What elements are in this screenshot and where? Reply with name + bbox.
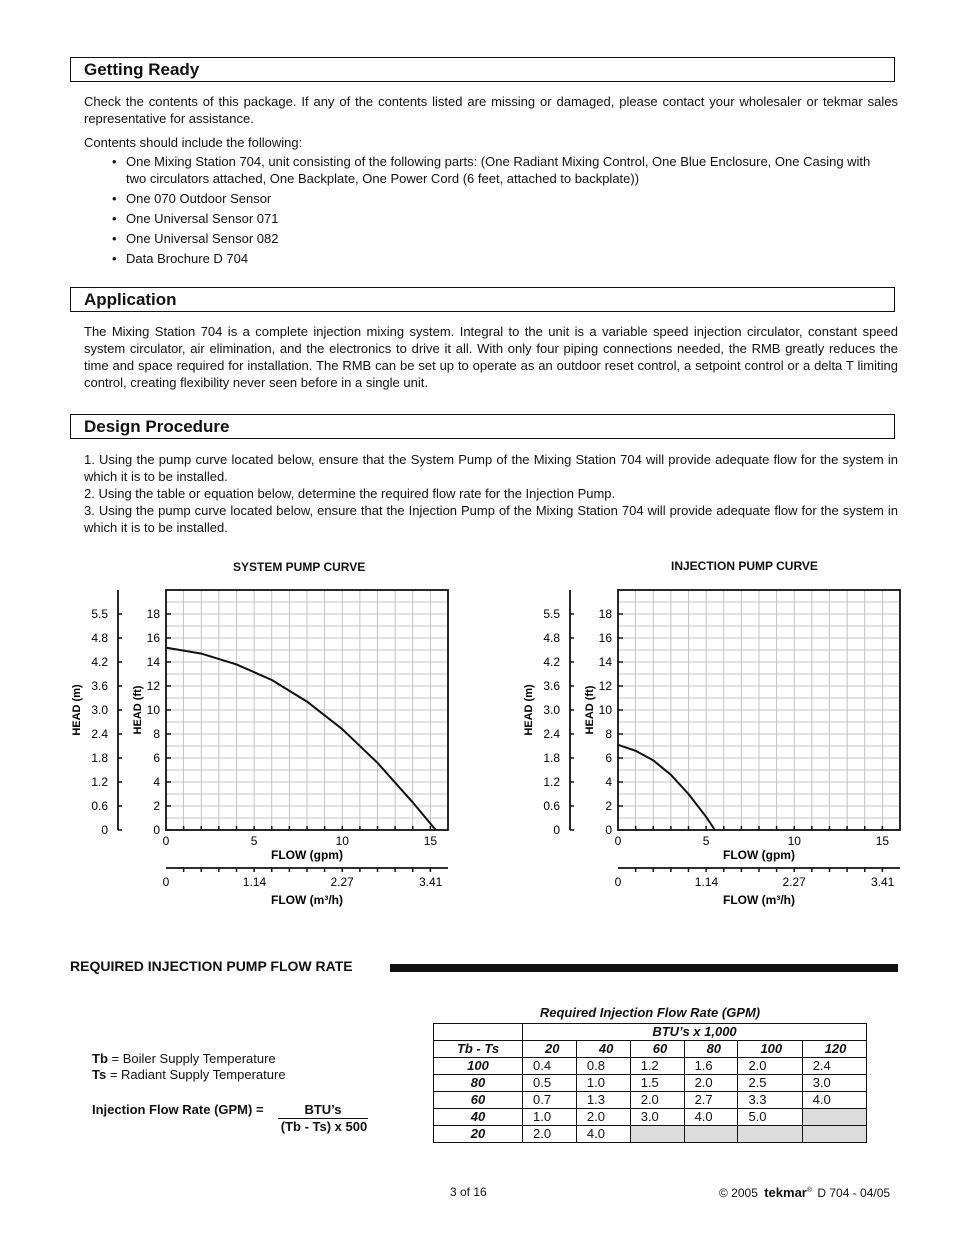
table-cell: 5.0 xyxy=(738,1109,802,1126)
x-axis-title: FLOW (gpm) xyxy=(723,848,795,862)
table-cell: 2.0 xyxy=(684,1075,738,1092)
x-tick-label: 5 xyxy=(250,834,258,848)
table-cell: 2.7 xyxy=(684,1092,738,1109)
metric-x-tick-label: 2.27 xyxy=(782,875,806,889)
section-header-application xyxy=(70,287,895,312)
y-tick-label: 4 xyxy=(153,775,160,789)
metric-y-tick-label: 1.8 xyxy=(91,751,108,765)
y-tick-label: 14 xyxy=(146,655,160,669)
column-header: 80 xyxy=(684,1041,738,1058)
injection-pump-curve-chart xyxy=(512,580,912,915)
metric-y-tick-label: 2.4 xyxy=(91,727,108,741)
chart-title-injection: INJECTION PUMP CURVE xyxy=(671,559,818,573)
section-title: Design Procedure xyxy=(84,417,230,436)
table-cell: 1.0 xyxy=(523,1109,577,1126)
table-corner xyxy=(434,1024,523,1041)
metric-x-tick-label: 1.14 xyxy=(242,875,267,889)
x-tick-label: 5 xyxy=(702,834,710,848)
contents-list xyxy=(112,153,872,270)
list-item: • One 070 Outdoor Sensor xyxy=(112,190,872,207)
pump-curve-line xyxy=(618,745,715,830)
row-header: Tb - Ts xyxy=(434,1041,523,1058)
table-cell: 1.0 xyxy=(576,1075,630,1092)
x-tick-label: 0 xyxy=(162,834,170,848)
table-cell: 2.0 xyxy=(576,1109,630,1126)
equation-numerator: BTU’s xyxy=(278,1102,368,1119)
table-cell: 3.0 xyxy=(630,1109,684,1126)
table-cell: 2.4 xyxy=(802,1058,866,1075)
metric-x-tick-label: 0 xyxy=(162,875,170,889)
metric-y-tick-label: 3.0 xyxy=(543,703,560,717)
x-axis-title: FLOW (gpm) xyxy=(271,848,343,862)
page-number: 3 of 16 xyxy=(450,1185,487,1199)
y-tick-label: 0 xyxy=(153,823,160,837)
table-cell: 1.2 xyxy=(630,1058,684,1075)
chart-title-system: SYSTEM PUMP CURVE xyxy=(233,560,366,574)
table-cell: 1.5 xyxy=(630,1075,684,1092)
y-tick-label: 18 xyxy=(146,607,160,621)
table-cell xyxy=(738,1126,802,1143)
y-tick-label: 14 xyxy=(598,655,612,669)
metric-y-tick-label: 1.2 xyxy=(543,775,560,789)
table-cell xyxy=(630,1126,684,1143)
metric-x-tick-label: 3.41 xyxy=(418,875,443,889)
y-tick-label: 2 xyxy=(605,799,612,813)
table-cell: 3.3 xyxy=(738,1092,802,1109)
table-row xyxy=(434,1075,867,1092)
metric-y-tick-label: 0 xyxy=(553,823,560,837)
row-label: 20 xyxy=(434,1126,523,1143)
y-tick-label: 10 xyxy=(146,703,160,717)
y-tick-label: 18 xyxy=(598,607,612,621)
y-tick-label: 8 xyxy=(153,727,160,741)
list-item: • One Universal Sensor 071 xyxy=(112,210,872,227)
table-cell: 2.0 xyxy=(630,1092,684,1109)
design-step-1: 1. Using the pump curve located below, ensure that the System Pump of the Mixing Station 704 will provide adequate flow for the system in which it is to be installed. xyxy=(84,452,898,484)
table-cell: 4.0 xyxy=(802,1092,866,1109)
column-header: 40 xyxy=(576,1041,630,1058)
metric-y-tick-label: 2.4 xyxy=(543,727,560,741)
metric-y-tick-label: 1.2 xyxy=(91,775,108,789)
y-tick-label: 16 xyxy=(146,631,160,645)
metric-y-tick-label: 0.6 xyxy=(91,799,108,813)
application-paragraph: The Mixing Station 704 is a complete injection mixing system. Integral to the unit is a variable speed injection circulator, constant speed system circulator, air elimination, and the electronics to drive it all. With only four piping connections needed, the RMB greatly reduces the time and space required for installation. The RMB can be set up to operate as an outdoor reset control, a setpoint control or a delta T limiting control, creating flexibility never seen before in a single unit. xyxy=(84,324,898,390)
x-tick-label: 10 xyxy=(787,834,801,848)
equation-denominator: (Tb - Ts) x 500 xyxy=(280,1119,368,1134)
column-header: 100 xyxy=(738,1041,802,1058)
metric-x-tick-label: 0 xyxy=(614,875,622,889)
contents-lead: Contents should include the following: xyxy=(84,135,303,150)
x-tick-label: 15 xyxy=(875,834,890,848)
design-step-3: 3. Using the pump curve located below, ensure that the Injection Pump of the Mixing Station 704 will provide adequate flow for the system in which it is to be installed. xyxy=(84,503,898,535)
x-tick-label: 15 xyxy=(423,834,438,848)
table-cell xyxy=(802,1126,866,1143)
metric-y-tick-label: 1.8 xyxy=(543,751,560,765)
metric-x-tick-label: 3.41 xyxy=(870,875,895,889)
x-tick-label: 10 xyxy=(335,834,349,848)
section-title: Application xyxy=(84,290,177,309)
table-cell: 0.4 xyxy=(523,1058,577,1075)
metric-x-tick-label: 1.14 xyxy=(694,875,719,889)
row-label: 60 xyxy=(434,1092,523,1109)
y-axis-title: HEAD (ft) xyxy=(132,685,144,735)
section-header-design-procedure xyxy=(70,414,895,439)
column-header: 120 xyxy=(802,1041,866,1058)
equation-label: Injection Flow Rate (GPM) = xyxy=(92,1102,264,1117)
metric-y-tick-label: 5.5 xyxy=(91,607,108,621)
metric-y-tick-label: 5.5 xyxy=(543,607,560,621)
metric-y-tick-label: 4.8 xyxy=(543,631,560,645)
y-tick-label: 8 xyxy=(605,727,612,741)
y-tick-label: 2 xyxy=(153,799,160,813)
y-tick-label: 16 xyxy=(598,631,612,645)
section-header-getting-ready xyxy=(70,57,895,82)
column-header: 20 xyxy=(523,1041,577,1058)
table-title: Required Injection Flow Rate (GPM) xyxy=(539,1005,761,1020)
table-cell: 2.0 xyxy=(738,1058,802,1075)
table-cell: 4.0 xyxy=(684,1109,738,1126)
table-cell: 0.8 xyxy=(576,1058,630,1075)
table-cell xyxy=(684,1126,738,1143)
metric-y-tick-label: 4.2 xyxy=(543,655,560,669)
design-step-2: 2. Using the table or equation below, determine the required flow rate for the Injection Pump. xyxy=(84,486,616,501)
y-tick-label: 0 xyxy=(605,823,612,837)
table-row xyxy=(434,1126,867,1143)
row-label: 40 xyxy=(434,1109,523,1126)
table-row xyxy=(434,1092,867,1109)
system-pump-curve-chart xyxy=(60,580,460,915)
table-cell: 1.3 xyxy=(576,1092,630,1109)
y-tick-label: 12 xyxy=(146,679,160,693)
metric-y-tick-label: 3.6 xyxy=(91,679,108,693)
metric-y-axis-title: HEAD (m) xyxy=(71,684,83,736)
metric-y-tick-label: 0.6 xyxy=(543,799,560,813)
metric-y-tick-label: 4.2 xyxy=(91,655,108,669)
y-tick-label: 6 xyxy=(153,751,160,765)
y-tick-label: 12 xyxy=(598,679,612,693)
tb-definition: Tb = Boiler Supply Temperature xyxy=(92,1051,276,1066)
flow-rate-table xyxy=(433,1023,867,1143)
table-cell: 0.5 xyxy=(523,1075,577,1092)
table-cell: 4.0 xyxy=(576,1126,630,1143)
x-tick-label: 0 xyxy=(614,834,622,848)
ts-definition: Ts = Radiant Supply Temperature xyxy=(92,1067,286,1082)
table-row xyxy=(434,1058,867,1075)
table-row xyxy=(434,1109,867,1126)
tekmar-logo: tekmar xyxy=(764,1185,807,1200)
table-cell: 0.7 xyxy=(523,1092,577,1109)
y-axis-title: HEAD (ft) xyxy=(584,685,596,735)
heading-rule xyxy=(390,964,898,972)
y-tick-label: 10 xyxy=(598,703,612,717)
section-title: Getting Ready xyxy=(84,60,200,79)
table-cell: 2.5 xyxy=(738,1075,802,1092)
btu-header: BTU’s x 1,000 xyxy=(523,1024,867,1041)
table-cell: 1.6 xyxy=(684,1058,738,1075)
list-item: • One Universal Sensor 082 xyxy=(112,230,872,247)
metric-x-tick-label: 2.27 xyxy=(330,875,354,889)
y-tick-label: 4 xyxy=(605,775,612,789)
metric-y-tick-label: 3.0 xyxy=(91,703,108,717)
metric-y-axis-title: HEAD (m) xyxy=(523,684,535,736)
row-label: 100 xyxy=(434,1058,523,1075)
metric-x-axis-title: FLOW (m³/h) xyxy=(723,893,795,907)
metric-y-tick-label: 4.8 xyxy=(91,631,108,645)
list-item: • Data Brochure D 704 xyxy=(112,250,872,267)
intro-paragraph: Check the contents of this package. If any of the contents listed are missing or damaged, please contact your wholesaler or tekmar sales representative for assistance. xyxy=(84,94,898,126)
flow-rate-heading: REQUIRED INJECTION PUMP FLOW RATE xyxy=(70,958,353,974)
table-cell xyxy=(802,1109,866,1126)
metric-y-tick-label: 0 xyxy=(101,823,108,837)
column-header: 60 xyxy=(630,1041,684,1058)
metric-y-tick-label: 3.6 xyxy=(543,679,560,693)
footer-brand-line: © 2005 tekmar® D 704 - 04/05 xyxy=(719,1185,891,1200)
y-tick-label: 6 xyxy=(605,751,612,765)
list-item: • One Mixing Station 704, unit consisting of the following parts: (One Radiant Mixing Control, One Blue Enclosure, One Casing with two circulators attached, One Backplate, One Power Cord (6 feet, attached to backplate)) xyxy=(112,153,872,187)
table-cell: 2.0 xyxy=(523,1126,577,1143)
row-label: 80 xyxy=(434,1075,523,1092)
metric-x-axis-title: FLOW (m³/h) xyxy=(271,893,343,907)
table-cell: 3.0 xyxy=(802,1075,866,1092)
